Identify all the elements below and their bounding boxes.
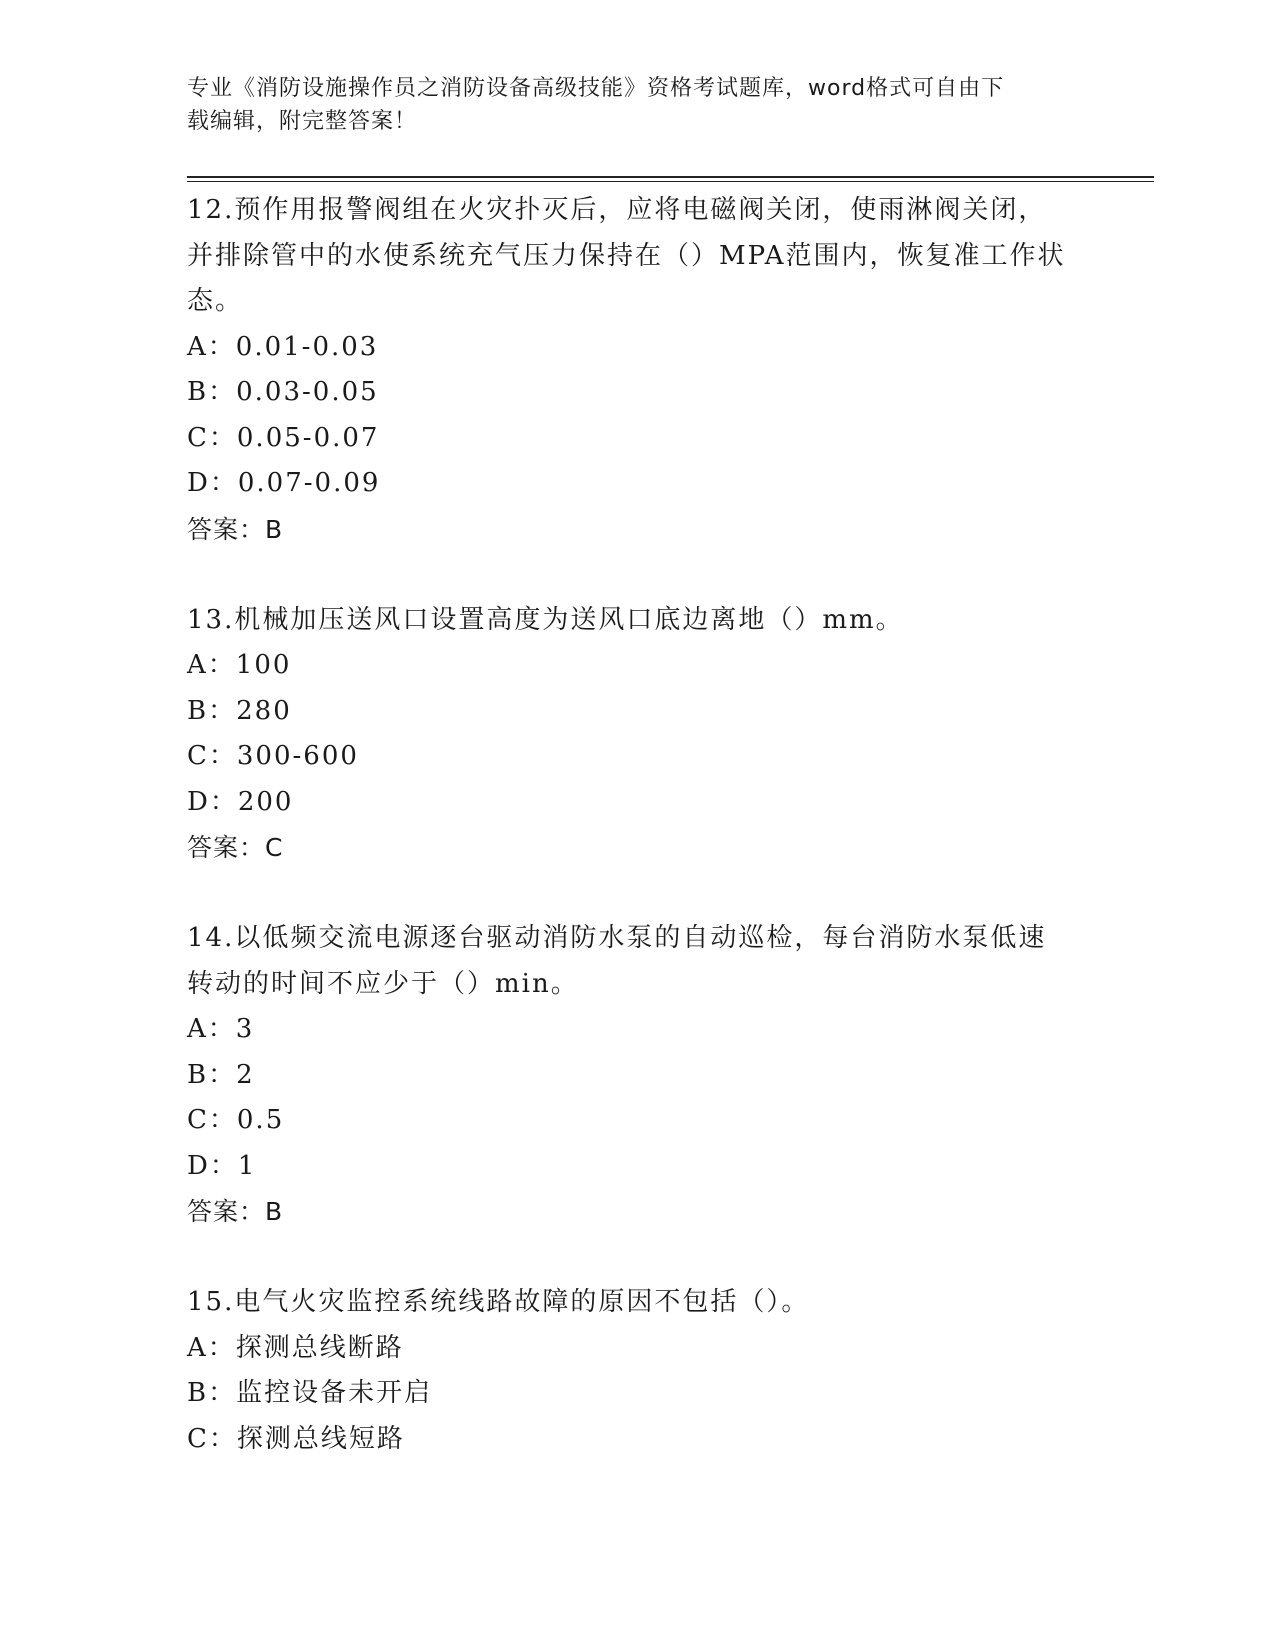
option-a: A：0.01-0.03 xyxy=(187,331,379,362)
question-list xyxy=(187,188,1087,1462)
question-14 xyxy=(187,916,1087,1280)
question-spacer xyxy=(187,552,1087,598)
question-stem-line: 14.以低频交流电源逐台驱动消防水泵的自动巡检，每台消防水泵低速 xyxy=(187,923,1047,953)
question-stem-line: 13.机械加压送风口设置高度为送风口底边离地（）mm。 xyxy=(187,604,904,635)
option-d: D：0.07-0.09 xyxy=(187,468,381,498)
option-b: B：监控设备未开启 xyxy=(187,1378,433,1408)
option-b: B：0.03-0.05 xyxy=(187,377,379,407)
option-c: C：探测总线短路 xyxy=(187,1423,405,1454)
option-d: D：200 xyxy=(187,786,294,817)
question-spacer xyxy=(187,871,1087,917)
question-stem-line: 转动的时间不应少于（）min。 xyxy=(187,968,579,999)
question-15 xyxy=(187,1280,1087,1462)
header-line-1: 专业《消防设施操作员之消防设备高级技能》资格考试题库，word格式可自由下 xyxy=(187,76,1005,101)
option-a: A：100 xyxy=(187,650,292,680)
question-13 xyxy=(187,598,1087,917)
option-a: A：探测总线断路 xyxy=(187,1332,404,1363)
option-c: C：0.5 xyxy=(187,1105,285,1135)
answer-line: 答案：B xyxy=(187,1197,284,1226)
option-b: B：280 xyxy=(187,695,292,726)
option-a: A：3 xyxy=(187,1014,255,1044)
question-stem-line: 态。 xyxy=(187,286,244,316)
answer-line: 答案：C xyxy=(187,833,284,862)
answer-line: 答案：B xyxy=(187,514,284,544)
question-spacer xyxy=(187,1235,1087,1281)
header-divider-thin xyxy=(187,181,1154,182)
header-line-2: 载编辑，附完整答案！ xyxy=(187,109,418,134)
question-stem-line: 12.预作用报警阀组在火灾扑灭后，应将电磁阀关闭，使雨淋阀关闭， xyxy=(187,195,1047,225)
question-stem-line: 并排除管中的水使系统充气压力保持在（）MPA范围内，恢复准工作状 xyxy=(187,240,1066,271)
option-d: D：1 xyxy=(187,1150,257,1181)
option-c: C：0.05-0.07 xyxy=(187,422,380,453)
option-b: B：2 xyxy=(187,1059,255,1090)
option-c: C：300-600 xyxy=(187,741,359,771)
question-stem-line: 15.电气火灾监控系统线路故障的原因不包括（）。 xyxy=(187,1287,810,1317)
question-12 xyxy=(187,188,1087,598)
header-divider-thick xyxy=(187,176,1154,178)
document-header xyxy=(187,72,1067,138)
